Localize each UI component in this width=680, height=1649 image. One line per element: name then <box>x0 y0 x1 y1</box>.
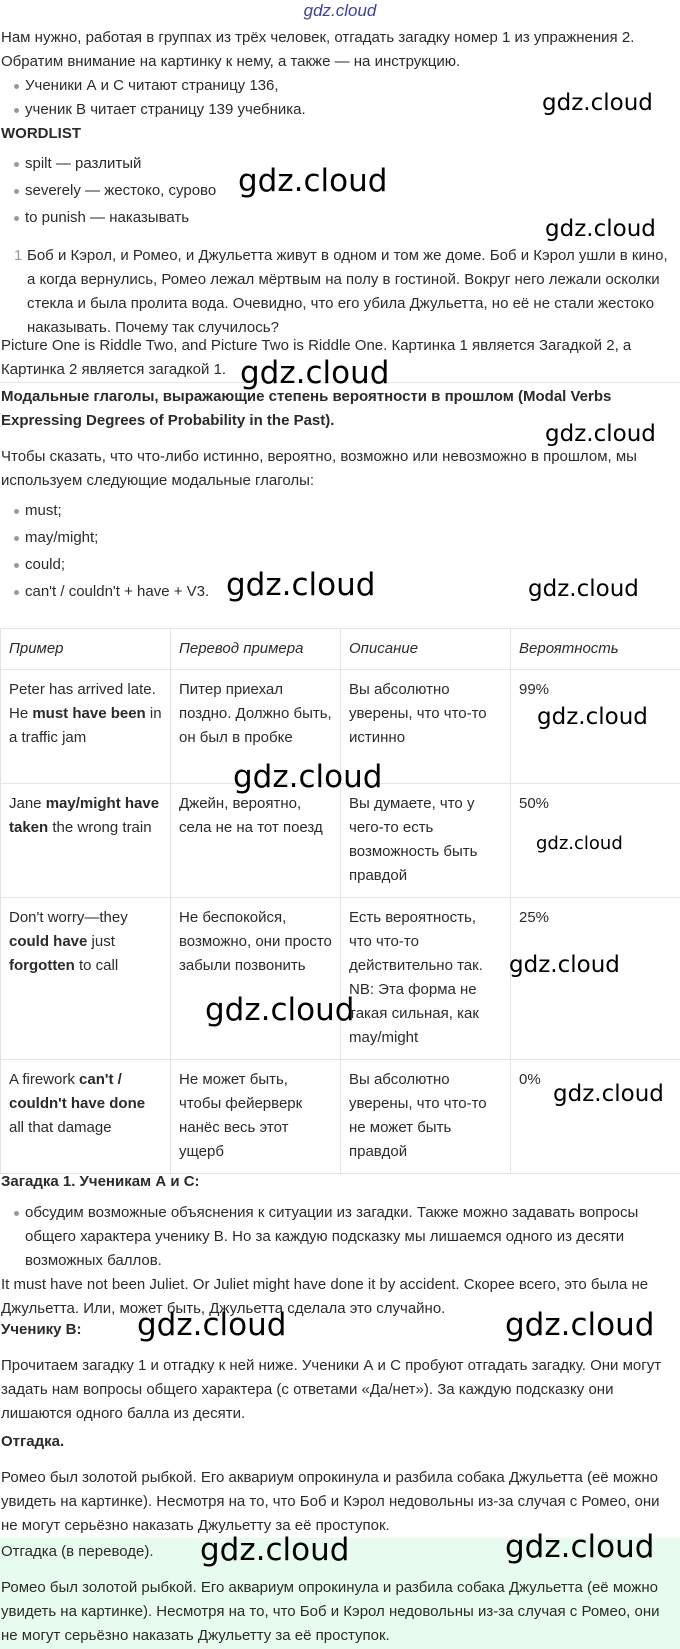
description-cell: Вы думаете, что у чего-то есть возможность быть правдой <box>341 784 511 898</box>
translated-solution-text: Ромео был золотой рыбкой. Его аквариум опрокинула и разбила собака Джульетта (её можно увидеть на картинке). Несмотря на то, что Боб и Кэрол недовольны из-за случая с Ромео, они не могут серьёзно наказать Джульетту за её проступок. <box>1 1579 660 1644</box>
translated-solution-heading: Отгадка (в переводе). <box>1 1543 154 1560</box>
watermark: gdz.cloud <box>505 1307 655 1343</box>
translation-cell: Джейн, вероятно, села не на тот поезд <box>171 784 341 898</box>
example-modal: could have <box>9 933 88 950</box>
solution-section <box>1 1430 680 1538</box>
watermark: gdz.cloud <box>537 704 648 730</box>
modal-verb-item: must; <box>1 499 680 523</box>
example-cell <box>1 784 171 898</box>
intro-bullet: Ученики А и С читают страницу 136, <box>1 74 680 98</box>
example-modal: can't / couldn't have done <box>9 1071 146 1112</box>
table-header-cell: Описание <box>341 629 511 670</box>
example-text: A firework <box>9 1071 80 1088</box>
probability-cell: 50% <box>511 784 680 898</box>
intro-text: Нам нужно, работая в группах из трёх человек, отгадать загадку номер 1 из упражнения 2. Обратим внимание на картинку к нему, а также — на инструкцию. <box>1 29 635 70</box>
wordlist-heading: WORDLIST <box>1 125 81 142</box>
riddle-number: 1 <box>14 247 23 264</box>
riddle-ac-list <box>1 1201 680 1273</box>
watermark: gdz.cloud <box>536 833 623 854</box>
description-cell: Вы абсолютно уверены, что что-то не может быть правдой <box>341 1060 511 1174</box>
watermark: gdz.cloud <box>528 576 639 602</box>
riddle-ac-section <box>1 1170 680 1321</box>
table-header-cell: Вероятность <box>511 629 680 670</box>
translation-cell: Не может быть, чтобы фейерверк нанёс весь этот ущерб <box>171 1060 341 1174</box>
table-header-row <box>1 629 680 670</box>
table-header-cell: Пример <box>1 629 171 670</box>
modal-verb-item: may/might; <box>1 526 680 550</box>
grammar-intro: Чтобы сказать, что что-либо истинно, вероятно, возможно или невозможно в прошлом, мы используем следующие модальные глаголы: <box>1 448 637 489</box>
riddle-item <box>1 244 680 340</box>
watermark: gdz.cloud <box>238 163 388 199</box>
wordlist-item: spilt — разлитый <box>1 152 680 176</box>
watermark: gdz.cloud <box>226 567 376 603</box>
watermark: gdz.cloud <box>509 952 620 978</box>
watermark: gdz.cloud <box>233 759 383 795</box>
riddle-ac-bullet: обсудим возможные объяснения к ситуации из загадки. Также можно задавать вопросы общего характера ученику В. Но за каждую подсказку мы лишаемся одного из десяти возможных баллов. <box>1 1201 672 1273</box>
example-modal: forgotten <box>9 957 75 974</box>
probability-cell: 0% <box>511 1060 680 1174</box>
modal-verb-item: could; <box>1 553 680 577</box>
example-text: to call <box>74 957 119 974</box>
example-text: Peter has arrived late. He <box>9 681 156 722</box>
modal-verb-item: can't / couldn't + have + V3. <box>1 580 680 604</box>
watermark: gdz.cloud <box>545 216 656 242</box>
riddle-ac-heading: Загадка 1. Ученикам А и С: <box>1 1173 200 1190</box>
watermark: gdz.cloud <box>545 421 656 447</box>
table-header-cell: Перевод примера <box>171 629 341 670</box>
probability-cell: 99% <box>511 670 680 784</box>
watermark: gdz.cloud <box>240 355 390 391</box>
watermark: gdz.cloud <box>505 1529 655 1565</box>
translation-cell: Не беспокойся, возможно, они просто забыли позвонить <box>171 898 341 1060</box>
probability-cell: 25% <box>511 898 680 1060</box>
solution-text: Ромео был золотой рыбкой. Его аквариум опрокинула и разбила собака Джульетта (её можно увидеть на картинке). Несмотря на то, что Боб и Кэрол недовольны из-за случая с Ромео, они не могут серьёзно наказать Джульетту за её проступок. <box>1 1469 660 1534</box>
watermark: gdz.cloud <box>205 992 355 1028</box>
example-modal: may/might have taken <box>9 795 160 836</box>
table-row <box>1 898 680 1060</box>
table-row <box>1 1060 680 1174</box>
solution-heading: Отгадка. <box>1 1433 65 1450</box>
description-cell: Есть вероятность, что что-то действительно так. NB: Эта форма не такая сильная, как may/might <box>341 898 511 1060</box>
description-cell: Вы абсолютно уверены, что что-то истинно <box>341 670 511 784</box>
riddle-text: Боб и Кэрол, и Ромео, и Джульетта живут в одном и том же доме. Боб и Кэрол ушли в кино, а когда вернулись, Ромео лежал мёртвым на полу в гостиной. Вокруг него лежали осколки стекла и была пролита вода. Очевидно, что его убила Джульетта, но её не стали жестоко наказывать. Почему так случилось? <box>27 247 668 336</box>
riddle-ac-answer: It must have not been Juliet. Or Juliet might have done it by accident. Скорее всего, это была не Джульетта. Или, может быть, Джульетта сделала это случайно. <box>1 1276 649 1317</box>
watermark: gdz.cloud <box>200 1532 350 1568</box>
student-b-heading: Ученику В: <box>1 1321 82 1338</box>
picture-note: Picture One is Riddle Two, and Picture Two is Riddle One. Картинка 1 является Загадкой 2, а Картинка 2 является загадкой 1. <box>1 337 632 378</box>
example-modal: must have been <box>32 705 146 722</box>
watermark: gdz.cloud <box>542 90 653 116</box>
site-logo[interactable]: gdz.cloud <box>303 1 377 20</box>
grammar-heading: Модальные глаголы, выражающие степень вероятности в прошлом (Modal Verbs Expressing Degrees of Probability in the Past). <box>1 388 612 429</box>
example-text: Don't worry—they <box>9 909 128 926</box>
wordlist-item: severely — жестоко, сурово <box>1 179 680 203</box>
example-cell <box>1 1060 171 1174</box>
example-text: just <box>87 933 115 950</box>
intro-bullet: ученик В читает страницу 139 учебника. <box>1 98 680 122</box>
translation-cell: Питер приехал поздно. Должно быть, он был в пробке <box>171 670 341 784</box>
student-b-text: Прочитаем загадку 1 и отгадку к ней ниже. Ученики А и С пробуют отгадать загадку. Они могут задать нам вопросы общего характера (с ответами «Да/нет»). За каждую подсказку они лишаются одного балла из десяти. <box>1 1357 662 1422</box>
watermark: gdz.cloud <box>137 1307 287 1343</box>
example-text: Jane <box>9 795 46 812</box>
example-cell <box>1 898 171 1060</box>
watermark: gdz.cloud <box>553 1081 664 1107</box>
example-text: in a traffic jam <box>9 705 162 746</box>
riddle-section <box>1 244 680 340</box>
example-text: all that damage <box>9 1119 112 1136</box>
wordlist-item: to punish — наказывать <box>1 206 680 230</box>
example-cell <box>1 670 171 784</box>
example-text: the wrong train <box>48 819 152 836</box>
